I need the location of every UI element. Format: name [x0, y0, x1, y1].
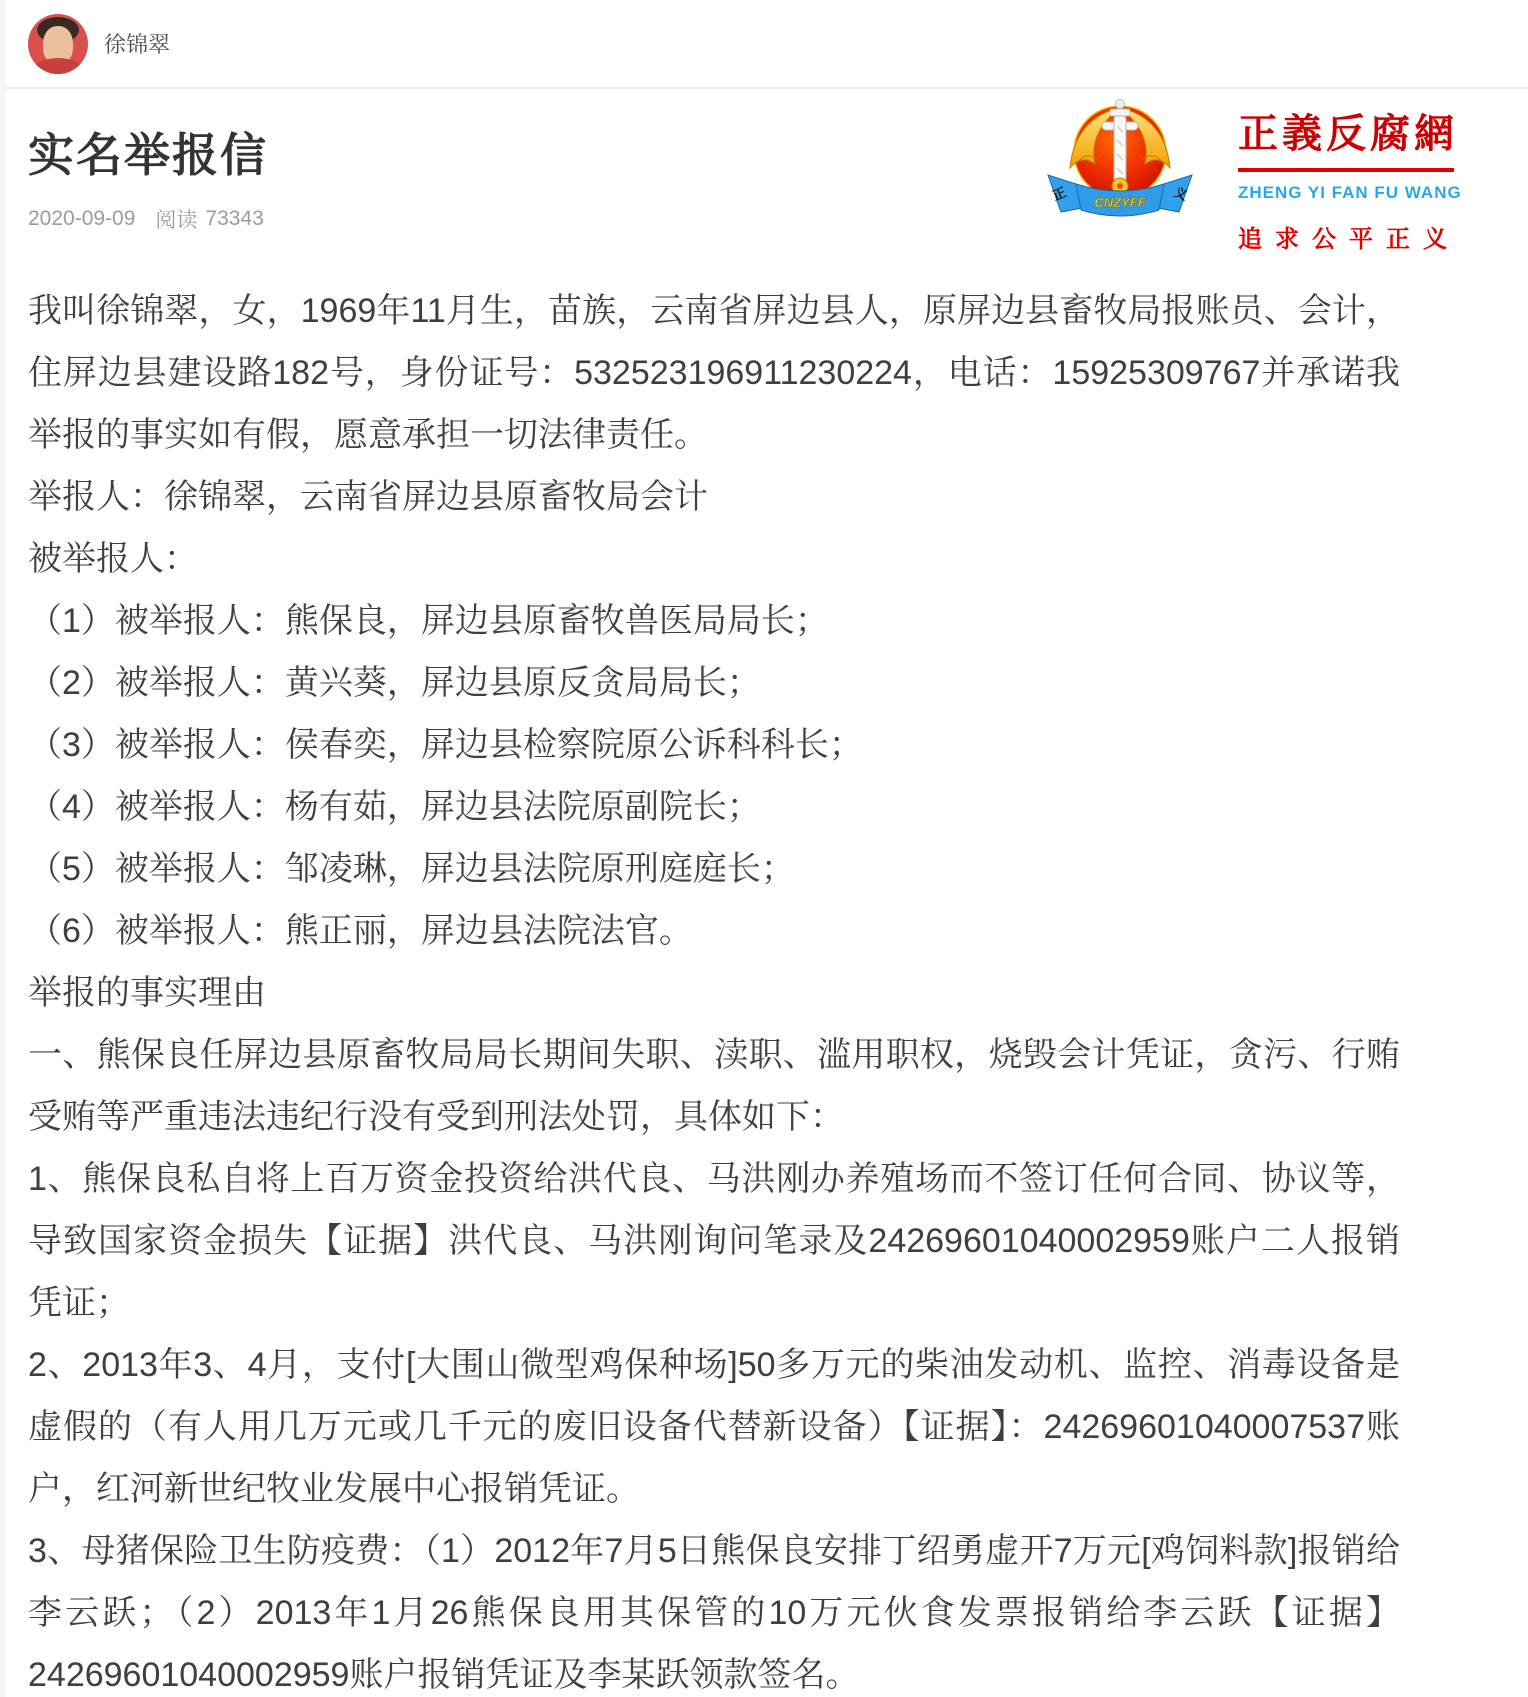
article-paragraph: 被举报人： — [28, 539, 198, 578]
article-paragraph: 3、母猪保险卫生防疫费：（1）2012年7月5日熊保良安排丁绍勇虚开7万元[鸡饲料款]报销给李云跃；（2）2013年1月26熊保良用其保管的10万元伙食发票报销给李云跃【证据】24269601040002959账户报销凭证及李某跃领款签名。 — [28, 1531, 1400, 1694]
site-title: 正義反腐網 — [1238, 111, 1458, 156]
emblem-right-char: 义 — [1171, 184, 1190, 204]
article-paragraph: 举报的事实理由 — [28, 973, 266, 1012]
article-paragraph: （5）被举报人：邹凌琳，屏边县法院原刑庭庭长； — [28, 849, 795, 888]
article-paragraph: 举报人：徐锦翠，云南省屏边县原畜牧局会计 — [28, 477, 708, 516]
article-paragraph: 我叫徐锦翠，女，1969年11月生，苗族，云南省屏边县人，原屏边县畜牧局报账员、会计，住屏边县建设路182号，身份证号：532523196911230224，电话：15925309767并承诺我举报的事实如有假，愿意承担一切法律责任。 — [28, 291, 1400, 454]
site-pinyin: ZHENG YI FAN FU WANG — [1238, 183, 1462, 202]
site-title-underline — [1238, 168, 1454, 172]
site-logo-text — [1238, 92, 1462, 254]
avatar[interactable] — [28, 14, 88, 74]
publish-date: 2020-09-09 — [28, 206, 136, 230]
article-content — [0, 89, 1528, 1697]
site-slogan: 追求公平正义 — [1238, 226, 1460, 253]
article-paragraph: （1）被举报人：熊保良，屏边县原畜牧兽医局局长； — [28, 601, 829, 640]
site-logo[interactable] — [1040, 92, 1462, 254]
reads-label: 阅读 — [155, 208, 198, 232]
emblem-left-char: 正 — [1050, 184, 1069, 204]
page-title: 实名举报信 — [28, 129, 268, 181]
article-paragraph: （2）被举报人：黄兴葵，屏边县原反贪局局长； — [28, 663, 761, 702]
article-paragraph: （4）被举报人：杨有茹，屏边县法院原副院长； — [28, 787, 761, 826]
emblem-ribbon-text: CNZYFF — [1094, 195, 1146, 210]
page-left-gutter — [0, 0, 6, 1697]
article-paragraph: 一、熊保良任屏边县原畜牧局局长期间失职、渎职、滥用职权，烧毁会计凭证，贪污、行贿受贿等严重违法违纪行没有受到刑法处罚，具体如下： — [28, 1035, 1400, 1136]
author-bar — [0, 0, 1528, 89]
author-name[interactable]: 徐锦翠 — [104, 32, 171, 57]
reads-count: 73343 — [205, 206, 264, 230]
article-paragraph: 2、2013年3、4月，支付[大围山微型鸡保种场]50多万元的柴油发动机、监控、消毒设备是虚假的（有人用几万元或几千元的废旧设备代替新设备）【证据】：24269601040007537账户，红河新世纪牧业发展中心报销凭证。 — [28, 1345, 1400, 1508]
article-paragraph: （6）被举报人：熊正丽，屏边县法院法官。 — [28, 911, 693, 950]
article-body — [28, 280, 1400, 1697]
avatar-shoulder — [34, 58, 82, 74]
article-paragraph: 1、熊保良私自将上百万资金投资给洪代良、马洪刚办养殖场而不签订任何合同、协议等，导致国家资金损失【证据】洪代良、马洪刚询问笔录及24269601040002959账户二人报销凭证； — [28, 1159, 1400, 1322]
site-emblem-icon — [1040, 92, 1200, 240]
article-paragraph: （3）被举报人：侯春奕，屏边县检察院原公诉科科长； — [28, 725, 863, 764]
